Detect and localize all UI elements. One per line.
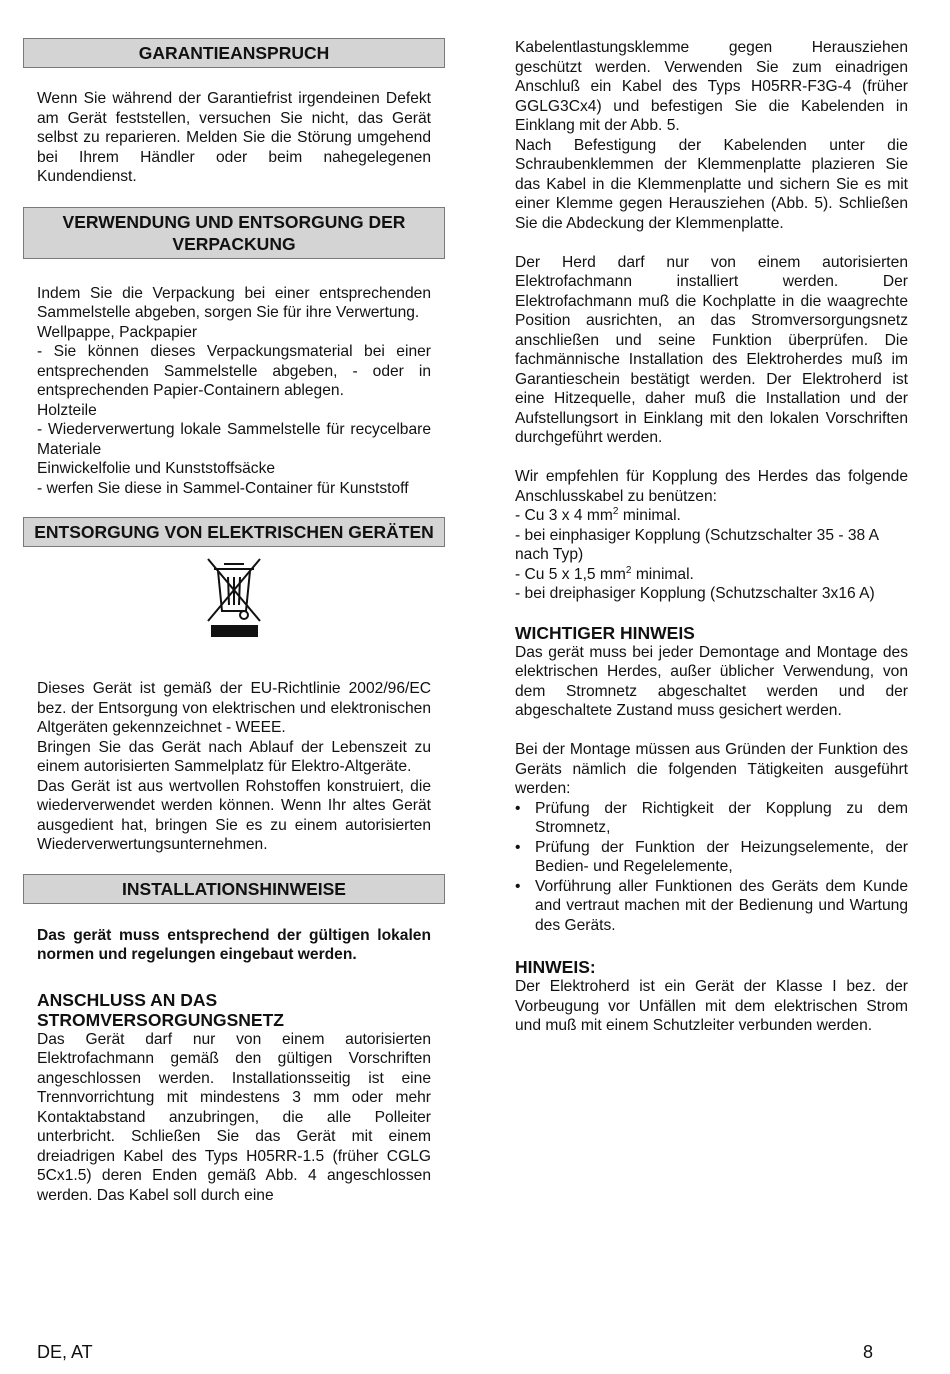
verpackung-body [23,284,445,499]
anschluss-text: Das Gerät darf nur von einem autorisierten Elektrofachmann gemäß den gültigen Vorschriften angeschlossen werden. Installationsseitig ist eine Trennvorrichtung mit mindestens 3 mm oder mehr Kontaktabstand anzubringen, die alle Polleiter unterbricht. Schließen Sie das Gerät mit einem dreiadrigen Kabel des Typs H05RR-1.5 (früher CGLG 5Cx1.5) deren Enden gemäß Abb. 4 angeschlossen werden. Das Kabel soll durch eine [37,1030,431,1204]
foil-text: - werfen Sie diese in Sammel-Container für Kunststoff [37,479,409,497]
section-heading-garantie: GARANTIEANSPRUCH [23,38,445,68]
elektro-p1: Dieses Gerät ist gemäß der EU-Richtlinie 2002/96/EC bez. der Entsorgung von elektrischen und elektronischen Altgeräten gekennzeichnet - WEEE. [37,680,431,736]
wood-title: Holzteile [37,401,97,419]
right-column [515,38,908,1036]
cable2-post: minimal. [631,565,694,583]
montage-intro: Bei der Montage müssen aus Gründen der Funktion des Geräts nämlich die folgenden Tätigkeiten ausgeführt werden: [515,741,908,797]
section-heading-elektro: ENTSORGUNG VON ELEKTRISCHEN GERÄTEN [23,517,445,547]
left-column [23,0,445,1205]
footer-language: DE, AT [37,1342,93,1362]
section-heading-verpackung: VERWENDUNG UND ENTSORGUNG DER VERPACKUNG [23,207,445,259]
weee-icon-wrap [23,555,445,639]
list-item: • Vorführung aller Funktionen des Geräts dem Kunde and vertraut machen mit der Bedienung und Wartung des Geräts. [535,877,908,936]
foil-title: Einwickelfolie und Kunststoffsäcke [37,460,276,477]
cable1-sup: 2 [612,505,619,517]
weee-crossed-bin-icon [204,555,264,639]
anschluss-heading-line1: ANSCHLUSS AN DAS [37,989,218,1010]
cable2-pre: - Cu 5 x 1,5 mm [515,565,626,583]
paper-title: Wellpappe, Packpapier [37,323,198,341]
anschluss-heading-line2: STROMVERSORGUNGSNETZ [37,1009,284,1030]
install-body [23,926,445,1206]
right-p4: Wir empfehlen für Kopplung des Herdes das folgende Anschlusskabel zu benützen: [515,468,908,505]
elektro-body [23,679,445,855]
hinweis-heading: HINWEIS: [515,957,596,977]
right-p2: Nach Befestigung der Kabelenden unter die Schraubenklemmen der Klemmenplatte plazieren Sie das Kabel in die Klemmenplatte und sichern Sie es mit einer Klemme gegen Herausziehen (Abb. 5). Schließen Sie die Abdeckung der Klemmenplatte. [515,136,908,232]
elektro-p2: Bringen Sie das Gerät nach Ablauf der Lebenszeit zu einem autorisierten Sammelplatz für Elektro-Altgeräte. [37,738,431,775]
garantie-text: Wenn Sie während der Garantiefrist irgendeinen Defekt am Gerät feststellen, versuchen Sie nicht, das Gerät selbst zu reparieren. Melden Sie die Störung umgehend bei Ihrem Händler oder beim nahegelegenen Kundendienst. [37,90,431,185]
elektro-p3: Das Gerät ist aus wertvollen Rohstoffen konstruiert, die wiederverwendet werden können. Wenn Ihr altes Gerät ausgedient hat, bringen Sie es zu einem autorisierten Wiederverwertungsunternehmen. [37,777,431,853]
list-item: • Prüfung der Richtigkeit der Kopplung zu dem Stromnetz, [535,799,908,838]
right-p1: Kabelentlastungsklemme gegen Herausziehen geschützt werden. Verwenden Sie zum einadrigen Anschluß ein Kabel des Typs H05RR-F3G-4 (früher GGLG3Cx4) und befestigen Sie die Kabelenden in Einklang mit der Abb. 5. [515,39,908,134]
montage-list [515,799,908,936]
wood-text: - Wiederverwertung lokale Sammelstelle für recycelbare Materiale [37,421,431,458]
section-heading-install: INSTALLATIONSHINWEISE [23,874,445,904]
page-number: 8 [863,1342,874,1362]
wichtig-text: Das gerät muss bei jeder Demontage and Montage des elektrischen Herdes, außer üblicher Verwendung, von dem Stromnetz abgeschaltet werden und der abgeschaltete Zustand muss gesichert werden. [515,643,908,719]
right-p3: Der Herd darf nur von einem autorisierten Elektrofachmann installiert werden. Der Elektrofachmann muß die Kochplatte in die waagrechte Position ausrichten, an das Stromversorgungsnetz anschließen und seine Funktion überprüfen. Die fachmännische Installation des Elektroherdes muß im Garantieschein bestätigt werden. Der Elektroherd ist eine Hitzequelle, daher muß die Installation und der Aufstellungsort in Einklang mit den lokalen Vorschriften durchgeführt werden. [515,253,908,446]
cable1-line [515,506,908,526]
cable1-pre: - Cu 3 x 4 mm [515,507,613,524]
install-bold-text: Das gerät muss entsprechend der gültigen lokalen normen und regelungen eingebaut werden. [37,926,431,963]
hinweis-text: Der Elektroherd ist ein Gerät der Klasse I bez. der Vorbeugung vor Unfällen mit dem elektrischen Strom und muß mit einem Schutzleiter verbunden werden. [515,978,908,1034]
cable2-line [515,565,908,585]
cable2-sup: 2 [625,564,632,576]
verpackung-intro: Indem Sie die Verpackung bei einer entsprechenden Sammelstelle abgeben, sorgen Sie für ihre Verwertung. [37,284,431,321]
list-item: • Prüfung der Funktion der Heizungselemente, der Bedien- und Regelelemente, [535,838,908,877]
paper-text: - Sie können dieses Verpackungsmaterial bei einer entsprechenden Sammelstelle abgeben, - oder in entsprechenden Papier-Containern ablegen. [37,343,431,399]
cable2-note: - bei dreiphasiger Kopplung (Schutzschalter 3x16 A) [515,585,875,602]
cable1-note: - bei einphasiger Kopplung (Schutzschalter 35 - 38 A nach Typ) [515,526,879,563]
wichtig-heading: WICHTIGER HINWEIS [515,622,695,643]
cable1-post: minimal. [618,507,681,524]
